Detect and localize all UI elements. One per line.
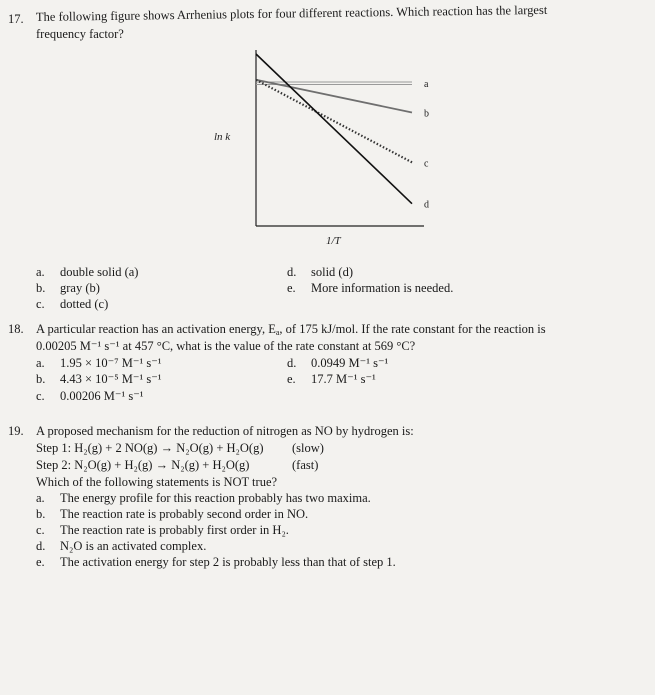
- q18-stem-line2: 0.00205 M⁻¹ s⁻¹ at 457 °C, what is the value of the rate constant at 569 °C?: [36, 339, 416, 353]
- q19-choice-c-text: The reaction rate is probably first order in H₂.: [60, 523, 289, 537]
- q18-choice-c-text: 0.00206 M⁻¹ s⁻¹: [60, 389, 144, 403]
- series-label-a: a: [424, 79, 429, 91]
- q17-choice-d-text: solid (d): [311, 265, 354, 279]
- y-axis-label: ln k: [214, 131, 231, 143]
- q18-stem-part2: , of 175 kJ/mol. If the rate constant for the reaction is: [279, 322, 546, 336]
- q18-choice-d-text: 0.0949 M⁻¹ s⁻¹: [311, 356, 389, 370]
- q18-number: 18.: [8, 322, 24, 336]
- q19-step1-rate: (slow): [292, 441, 324, 455]
- q18-choice-b-text: 4.43 × 10⁻⁵ M⁻¹ s⁻¹: [60, 372, 162, 386]
- q18-choice-a-letter: a.: [36, 356, 45, 370]
- x-axis-label: 1/T: [326, 235, 341, 247]
- q19-choice-a-text: The energy profile for this reaction probably has two maxima.: [60, 491, 371, 505]
- q17-stem-line2: frequency factor?: [36, 27, 124, 41]
- q17-stem-line1: The following figure shows Arrhenius plots for four different reactions. Which reaction has the largest: [35, 2, 548, 24]
- q19-choice-a-letter: a.: [36, 491, 45, 505]
- q18-stem-line1: [36, 322, 546, 340]
- q17-number: 17.: [8, 12, 24, 26]
- q18-choice-e-text: 17.7 M⁻¹ s⁻¹: [311, 372, 376, 386]
- q18-choice-c-letter: c.: [36, 389, 45, 403]
- q19-choice-c-letter: c.: [36, 523, 45, 537]
- q18-stem-sub: a: [275, 328, 280, 337]
- q19-choice-e-letter: e.: [36, 555, 45, 569]
- q19-number: 19.: [8, 424, 24, 438]
- q19-question: Which of the following statements is NOT true?: [36, 475, 278, 489]
- q17-choice-c-letter: c.: [36, 297, 45, 311]
- series-label-d: d: [424, 199, 429, 211]
- q18-choice-e-letter: e.: [287, 372, 296, 386]
- series-label-b: b: [424, 108, 429, 120]
- series-line-d: [256, 54, 412, 204]
- q17-choice-b-text: gray (b): [60, 281, 100, 295]
- q18-choice-d-letter: d.: [287, 356, 297, 370]
- q17-choice-c-text: dotted (c): [60, 297, 109, 311]
- q17-choice-a-text: double solid (a): [60, 265, 139, 279]
- q17-choice-d-letter: d.: [287, 265, 297, 279]
- q19-step2-rate: (fast): [292, 458, 319, 472]
- q19-choice-b-letter: b.: [36, 507, 46, 521]
- q19-choice-b-text: The reaction rate is probably second order in NO.: [60, 507, 309, 521]
- q19-stem: A proposed mechanism for the reduction of nitrogen as NO by hydrogen is:: [36, 424, 414, 438]
- series-label-c: c: [424, 158, 429, 170]
- arrhenius-chart: [200, 40, 460, 255]
- q17-choice-e-letter: e.: [287, 281, 296, 295]
- q18-choice-a-text: 1.95 × 10⁻⁷ M⁻¹ s⁻¹: [60, 356, 162, 370]
- q19-choice-e-text: The activation energy for step 2 is probably less than that of step 1.: [60, 555, 396, 569]
- q19-choice-d-letter: d.: [36, 539, 46, 553]
- q19-step1: Step 1: H₂(g) + 2 NO(g) → N₂O(g) + H₂O(g): [36, 441, 264, 455]
- q19-step2: Step 2: N₂O(g) + H₂(g) → N₂(g) + H₂O(g): [36, 458, 250, 472]
- q18-choice-b-letter: b.: [36, 372, 46, 386]
- q17-choice-b-letter: b.: [36, 281, 46, 295]
- q19-choice-d-text: N₂O is an activated complex.: [60, 539, 207, 553]
- q17-choice-a-letter: a.: [36, 265, 45, 279]
- series-line-c: [256, 80, 412, 163]
- q17-choice-e-text: More information is needed.: [311, 281, 454, 295]
- q18-stem-part1: A particular reaction has an activation energy, E: [36, 322, 276, 336]
